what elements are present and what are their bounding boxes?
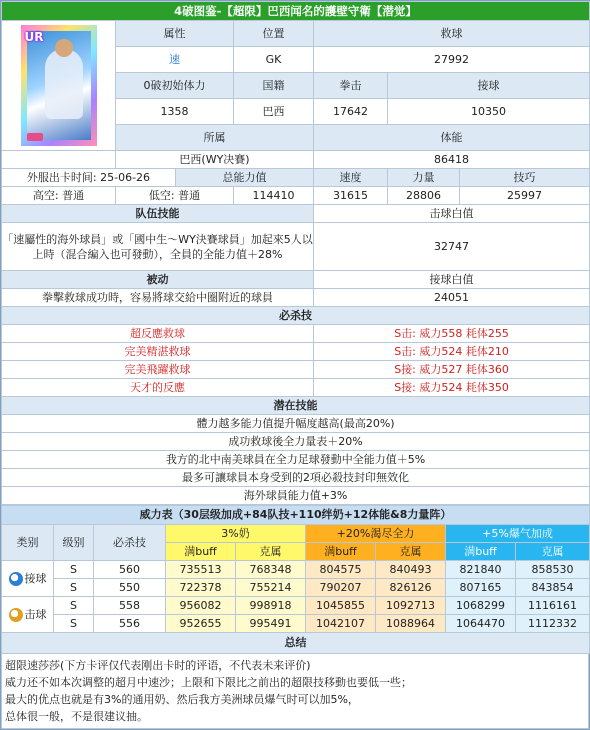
value-cell: 790207: [306, 579, 376, 597]
type-catch: 接球: [2, 561, 54, 597]
level-cell: S: [54, 579, 94, 597]
position-value: GK: [234, 47, 314, 73]
value-cell: 1042107: [306, 615, 376, 633]
catch-base-header: 接球白值: [314, 271, 590, 289]
latent-item: 我方的北中南美球員在全力足球發動中全能力值＋5%: [2, 451, 590, 469]
latent-item: 成功救球後全力量表＋20%: [2, 433, 590, 451]
power-value: 28806: [388, 187, 460, 205]
info-table: [1, 1, 590, 505]
summary-line: 超限速莎莎(下方卡评仅代表刚出卡时的评语，不代表未来评价): [5, 659, 311, 672]
special-stat: S接: 威力524 耗体350: [314, 379, 590, 397]
value-cell: 1112332: [516, 615, 590, 633]
header-type: 类别: [2, 525, 54, 561]
latent-item: 海外球員能力值+3%: [2, 487, 590, 505]
latent-item: 體力越多能力值提升幅度越高(最高20%): [2, 415, 590, 433]
sub-counter: 克属: [376, 543, 446, 561]
catch-base-value: 24051: [314, 289, 590, 307]
value-cell: 735513: [166, 561, 236, 579]
skill-cell: 556: [94, 615, 166, 633]
header-nation: 国籍: [234, 73, 314, 99]
value-cell: 755214: [236, 579, 306, 597]
value-cell: 843854: [516, 579, 590, 597]
value-cell: 1064470: [446, 615, 516, 633]
passive-header: 被动: [2, 271, 314, 289]
summary-header: 总结: [2, 633, 590, 654]
special-stat: S接: 威力527 耗体360: [314, 361, 590, 379]
group-burst: +5%爆气加成: [446, 525, 590, 543]
save-value: 27992: [314, 47, 590, 73]
table-row: [2, 615, 590, 633]
level-cell: S: [54, 615, 94, 633]
shot-base-value: 32747: [314, 223, 590, 271]
latent-item: 最多可讓球員本身受到的2項必殺技封印無效化: [2, 469, 590, 487]
value-cell: 1045855: [306, 597, 376, 615]
header-attr: 属性: [116, 21, 234, 47]
value-cell: 722378: [166, 579, 236, 597]
summary-text: [1, 654, 589, 729]
table-row: [2, 597, 590, 615]
header-punch: 拳击: [314, 73, 388, 99]
header-init-stamina: 0破初始体力: [116, 73, 234, 99]
summary-line: 威力还不如本次调整的超月中速沙；上限和下限比之前出的超限技移動也要低一些；: [5, 676, 412, 689]
group-exhaust: +20%渴尽全力: [306, 525, 446, 543]
value-cell: 952655: [166, 615, 236, 633]
nation-value: 巴西: [234, 99, 314, 125]
value-cell: 1088964: [376, 615, 446, 633]
passive-desc: 拳擊救球成功時，容易將球交給中圈附近的球員: [2, 289, 314, 307]
special-name: 超反應救球: [2, 325, 314, 343]
catch-value: 10350: [388, 99, 590, 125]
special-stat: S击: 威力524 耗体210: [314, 343, 590, 361]
level-cell: S: [54, 561, 94, 579]
damage-table: [1, 505, 590, 654]
damage-header: 威力表（30层级加成+84队技+110绊奶+12体能&8力量阵）: [2, 506, 590, 525]
special-name: 完美精湛救球: [2, 343, 314, 361]
header-skill: 技巧: [460, 169, 590, 187]
header-position: 位置: [234, 21, 314, 47]
page-title: 4破图鉴-【超限】巴西闻名的護壁守衛【潜觉】: [2, 2, 590, 21]
summary-line: 最大的优点也就是有3%的通用奶、然后我方美洲球员爆气时可以加5%，: [5, 693, 359, 706]
header-power: 力量: [388, 169, 460, 187]
header-catch: 接球: [388, 73, 590, 99]
skill-cell: 558: [94, 597, 166, 615]
value-cell: 1092713: [376, 597, 446, 615]
value-cell: 840493: [376, 561, 446, 579]
special-name: 天才的反應: [2, 379, 314, 397]
value-cell: 1116161: [516, 597, 590, 615]
value-cell: 858530: [516, 561, 590, 579]
skill-cell: 550: [94, 579, 166, 597]
flag-icon: [27, 133, 43, 141]
value-cell: 804575: [306, 561, 376, 579]
catch-icon: [9, 572, 23, 586]
attr-value: 速: [116, 47, 234, 73]
high-ball: 高空: 普通: [2, 187, 116, 205]
group-milk: 3%奶: [166, 525, 306, 543]
latent-header: 潜在技能: [2, 397, 590, 415]
low-ball: 低空: 普通: [116, 187, 234, 205]
team-skill-desc: 「速屬性的海外球員」或「國中生～WY決賽球員」加起來5人以上時（混合編入也可發動），全員的全能力值＋28%: [2, 223, 314, 271]
special-stat: S击: 威力558 耗体255: [314, 325, 590, 343]
speed-value: 31615: [314, 187, 388, 205]
value-cell: 998918: [236, 597, 306, 615]
summary-line: 总体很一般，不是很建议抽。: [5, 710, 148, 723]
team-value: 巴西(WY决賽): [116, 151, 314, 169]
level-cell: S: [54, 597, 94, 615]
shot-base-header: 击球白值: [314, 205, 590, 223]
total-value: 114410: [234, 187, 314, 205]
value-cell: 821840: [446, 561, 516, 579]
sub-full: 满buff: [446, 543, 516, 561]
table-row: [2, 561, 590, 579]
skill-value: 25997: [460, 187, 590, 205]
stamina-value: 86418: [314, 151, 590, 169]
sub-full: 满buff: [166, 543, 236, 561]
header-skill-power: 必杀技: [94, 525, 166, 561]
shot-icon: [9, 608, 23, 622]
rarity-badge: UR: [24, 30, 44, 44]
player-card-image: [19, 23, 99, 148]
header-stamina: 体能: [314, 125, 590, 151]
value-cell: 995491: [236, 615, 306, 633]
special-name: 完美飛躍救球: [2, 361, 314, 379]
header-total: 总能力值: [176, 169, 314, 187]
header-level: 级别: [54, 525, 94, 561]
value-cell: 826126: [376, 579, 446, 597]
init-stamina-value: 1358: [116, 99, 234, 125]
header-save: 救球: [314, 21, 590, 47]
value-cell: 807165: [446, 579, 516, 597]
type-shot: 击球: [2, 597, 54, 633]
special-header: 必杀技: [2, 307, 590, 325]
header-team: 所属: [116, 125, 314, 151]
card-cell: [2, 21, 116, 151]
team-skill-header: 队伍技能: [2, 205, 314, 223]
skill-cell: 560: [94, 561, 166, 579]
release-date: 外服出卡时间: 25-06-26: [2, 169, 176, 187]
punch-value: 17642: [314, 99, 388, 125]
value-cell: 1068299: [446, 597, 516, 615]
sub-counter: 克属: [236, 543, 306, 561]
table-row: [2, 579, 590, 597]
header-speed: 速度: [314, 169, 388, 187]
value-cell: 956082: [166, 597, 236, 615]
sub-full: 满buff: [306, 543, 376, 561]
sub-counter: 克属: [516, 543, 590, 561]
value-cell: 768348: [236, 561, 306, 579]
